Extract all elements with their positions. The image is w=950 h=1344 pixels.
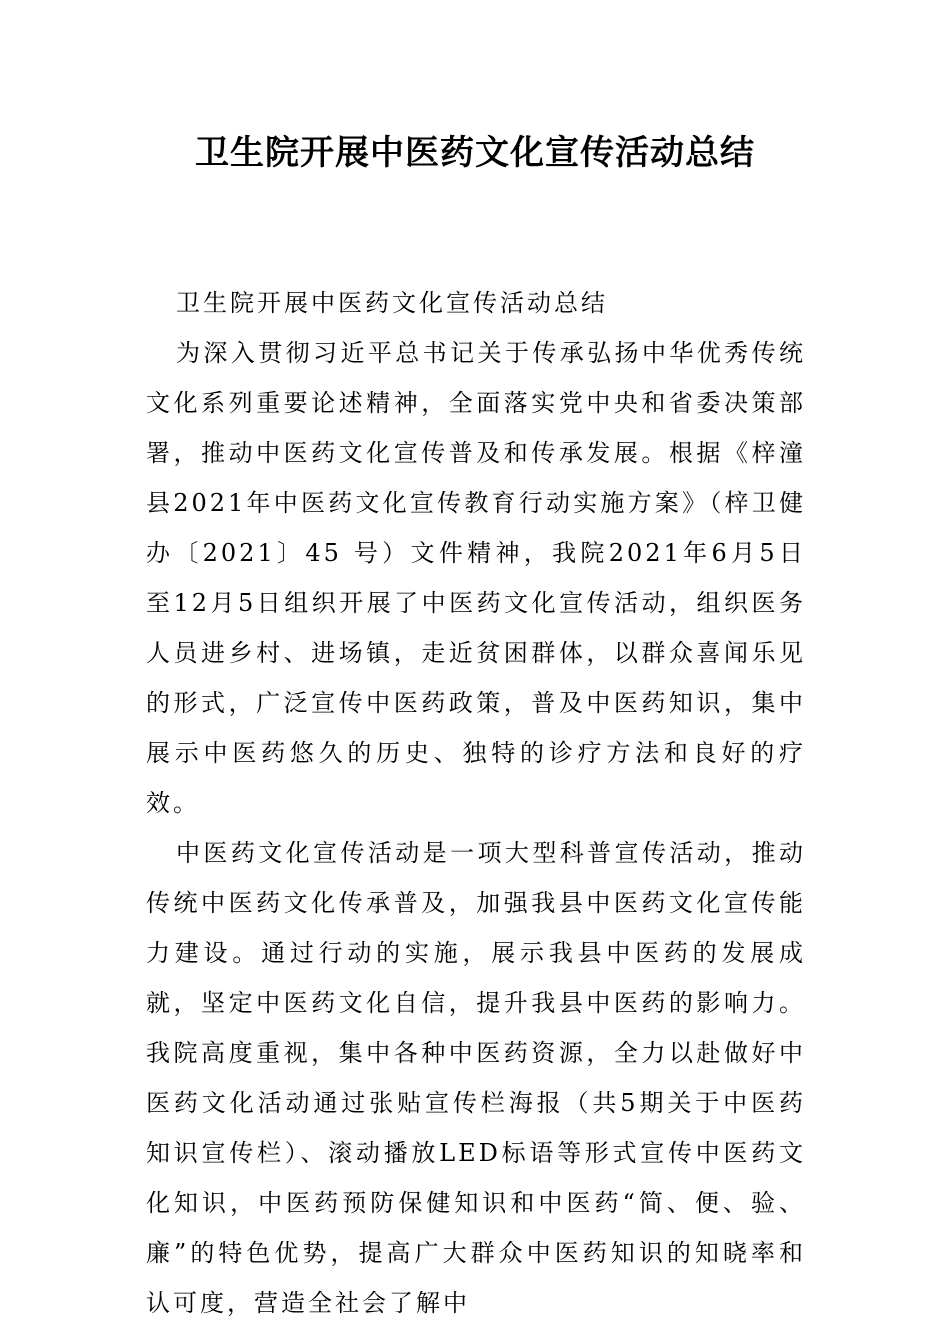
document-title: 卫生院开展中医药文化宣传活动总结 [195,133,755,173]
document-body [146,278,806,1328]
paragraph-1: 为深入贯彻习近平总书记关于传承弘扬中华优秀传统文化系列重要论述精神，全面落实党中央和省委决策部署，推动中医药文化宣传普及和传承发展。根据《梓潼县2021年中医药文化宣传教育行动实施方案》（梓卫健办〔2021〕45 号）文件精神，我院2021年6月5日至12月5日组织开展了中医药文化宣传活动，组织医务人员进乡村、进场镇，走近贫困群体，以群众喜闻乐见的形式，广泛宣传中医药政策，普及中医药知识，集中展示中医药悠久的历史、独特的诊疗方法和良好的疗效。 [146,339,806,817]
paragraph-2: 中医药文化宣传活动是一项大型科普宣传活动，推动传统中医药文化传承普及，加强我县中医药文化宣传能力建设。通过行动的实施，展示我县中医药的发展成就，坚定中医药文化自信，提升我县中医药的影响力。我院高度重视，集中各种中医药资源，全力以赴做好中医药文化活动通过张贴宣传栏海报（共5期关于中医药知识宣传栏）、滚动播放LED标语等形式宣传中医药文化知识，中医药预防保健知识和中医药“简、便、验、廉”的特色优势，提高广大群众中医药知识的知晓率和认可度，营造全社会了解中 [146,839,806,1317]
document-subtitle: 卫生院开展中医药文化宣传活动总结 [176,289,608,317]
